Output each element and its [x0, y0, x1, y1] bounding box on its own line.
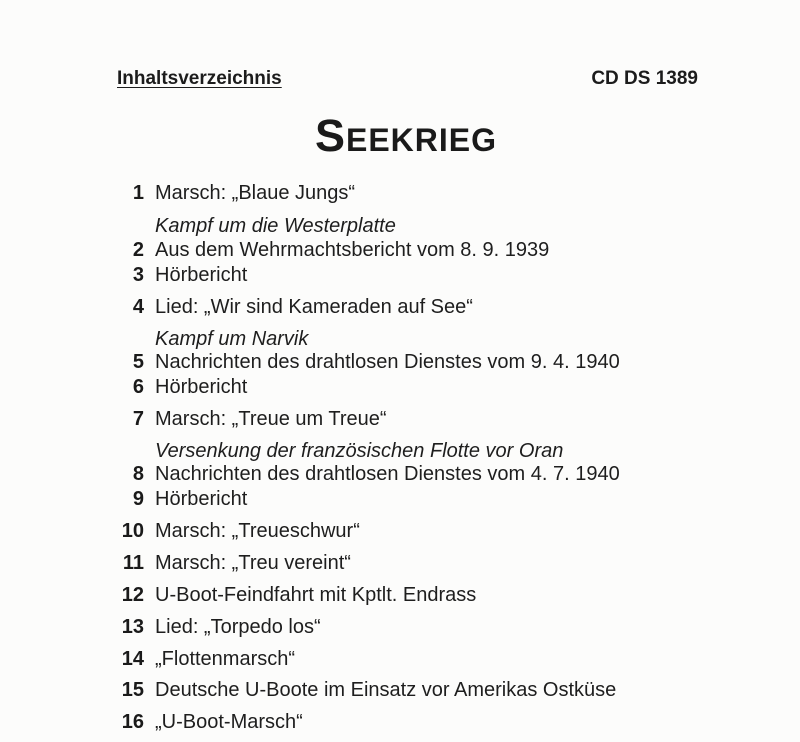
toc-heading: Inhaltsverzeichnis	[117, 68, 282, 89]
track-number: 6	[132, 376, 144, 398]
track-row	[0, 709, 800, 735]
track-number: 1	[132, 182, 144, 204]
track-title: Hörbericht	[155, 376, 248, 398]
page-title: Seekrieg	[314, 110, 498, 161]
track-title: Hörbericht	[155, 264, 248, 286]
section-title: Kampf um Narvik	[155, 328, 309, 350]
track-title: Hörbericht	[155, 488, 248, 510]
track-number: 5	[132, 351, 144, 373]
track-number: 14	[121, 648, 144, 670]
track-title: U-Boot-Feindfahrt mit Kptlt. Endrass	[155, 584, 477, 606]
track-title: Aus dem Wehrmachtsbericht vom 8. 9. 1939	[155, 239, 550, 261]
track-row	[0, 461, 800, 487]
section-heading	[0, 213, 800, 239]
track-number: 10	[121, 520, 144, 542]
track-title: Marsch: „Treu vereint“	[155, 552, 351, 574]
section-title: Versenkung der französischen Flotte vor Oran	[155, 440, 564, 462]
track-row	[0, 677, 800, 703]
track-row	[0, 646, 800, 672]
track-number: 15	[121, 679, 144, 701]
track-row	[0, 294, 800, 320]
track-title: Nachrichten des drahtlosen Dienstes vom 9. 4. 1940	[155, 351, 620, 373]
track-title: Marsch: „Treueschwur“	[155, 520, 360, 542]
track-number: 9	[132, 488, 144, 510]
track-number: 16	[121, 711, 144, 733]
track-row	[0, 262, 800, 288]
track-number: 3	[132, 264, 144, 286]
track-title: Marsch: „Treue um Treue“	[155, 408, 387, 430]
track-number: 7	[132, 408, 144, 430]
track-number: 12	[121, 584, 144, 606]
track-row	[0, 582, 800, 608]
track-number: 8	[132, 463, 144, 485]
track-row	[0, 550, 800, 576]
track-title: Marsch: „Blaue Jungs“	[155, 182, 356, 204]
track-number: 13	[121, 616, 144, 638]
track-row	[0, 486, 800, 512]
track-title: Lied: „Torpedo los“	[155, 616, 321, 638]
track-row	[0, 349, 800, 375]
track-number: 11	[122, 552, 144, 574]
track-title: Deutsche U-Boote im Einsatz vor Amerikas Ostküse	[155, 679, 617, 701]
track-title: „U-Boot-Marsch“	[155, 711, 303, 733]
track-row	[0, 614, 800, 640]
track-number: 4	[132, 296, 144, 318]
catalog-number: CD DS 1389	[591, 68, 698, 89]
track-row	[0, 406, 800, 432]
section-title: Kampf um die Westerplatte	[155, 215, 396, 237]
track-row	[0, 180, 800, 206]
track-row	[0, 237, 800, 263]
track-row	[0, 374, 800, 400]
track-title: „Flottenmarsch“	[155, 648, 296, 670]
track-number: 2	[132, 239, 144, 261]
track-title: Lied: „Wir sind Kameraden auf See“	[155, 296, 473, 318]
track-title: Nachrichten des drahtlosen Dienstes vom 4. 7. 1940	[155, 463, 620, 485]
track-row	[0, 518, 800, 544]
